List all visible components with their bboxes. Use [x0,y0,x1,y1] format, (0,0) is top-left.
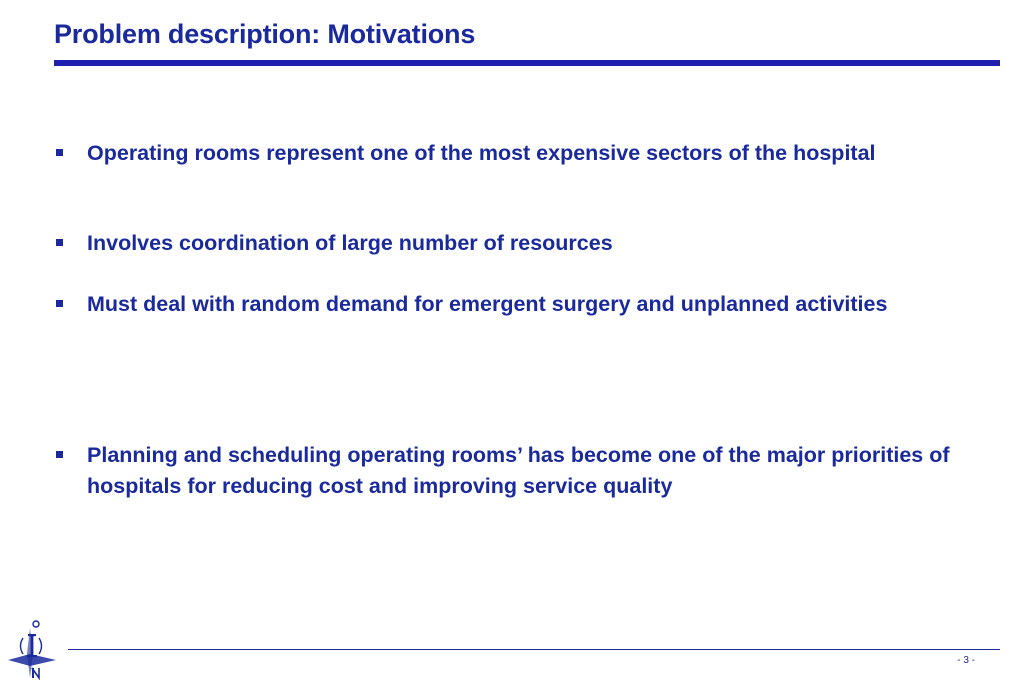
bullet-text: Planning and scheduling operating rooms’ has become one of the major priorities of hospitals for reducing cost and improving service quality [87,443,950,498]
institution-logo-icon [6,618,58,680]
bullet-text: Operating rooms represent one of the most expensive sectors of the hospital [87,141,876,165]
page-number: - 3 - [957,655,975,666]
bullet-text: Involves coordination of large number of resources [87,231,613,255]
bullet-item-random-demand [56,289,966,320]
bullet-item-planning-scheduling [56,440,966,502]
bullet-item-operating-rooms [56,138,966,169]
footer-divider [68,649,1000,650]
bullet-square-icon [56,300,63,307]
bullet-square-icon [56,451,63,458]
bullet-square-icon [56,149,63,156]
bullet-square-icon [56,239,63,246]
title-underline [54,60,1000,66]
bullet-item-coordination [56,228,966,259]
slide-title: Problem description: Motivations [54,19,476,49]
bullet-text: Must deal with random demand for emergent surgery and unplanned activities [87,292,888,316]
